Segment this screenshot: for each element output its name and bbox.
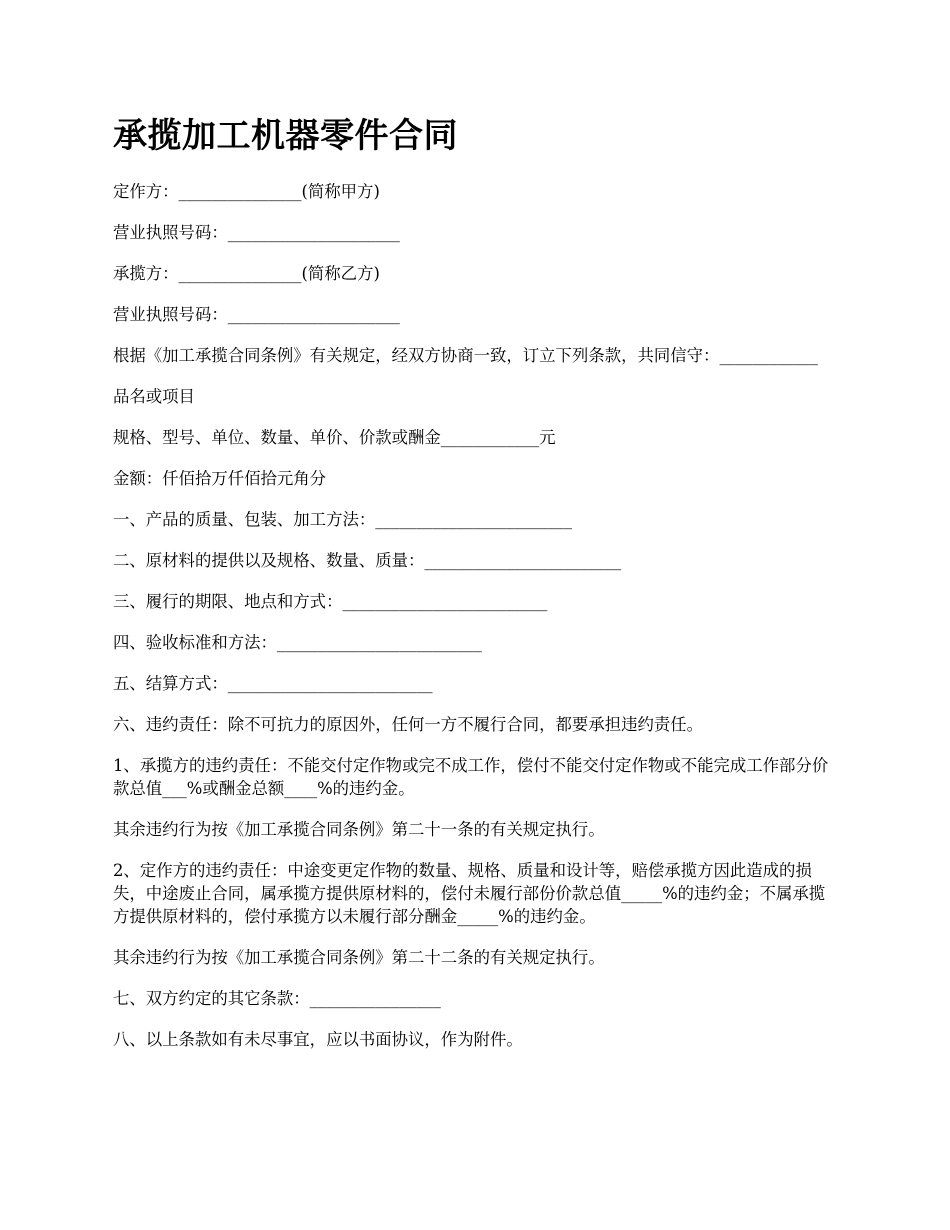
clause-6-liability: 六、违约责任：除不可抗力的原因外，任何一方不履行合同，都要承担违约责任。 — [113, 715, 704, 734]
party-a-license-line: 营业执照号码：_____________________ — [113, 223, 400, 242]
clause-1-quality: 一、产品的质量、包装、加工方法：________________________ — [113, 510, 572, 529]
clause-2-materials: 二、原材料的提供以及规格、数量、质量：________________________ — [113, 551, 622, 570]
clause-5-settlement: 五、结算方式：_________________________ — [113, 674, 433, 693]
party-a-line: 定作方：_______________(简称甲方) — [113, 182, 380, 201]
liability-orderer: 2、定作方的违约责任：中途变更定作物的数量、规格、质量和设计等，赔偿承揽方因此造成的损失，中途废止合同，属承揽方提供原材料的，偿付未履行部份价款总值_____%的违约金；不属承揽方提供原材料的，偿付承揽方以未履行部分酬金_____%的违约金。 — [113, 861, 826, 926]
amount-line: 金额：仟佰拾万仟佰拾元角分 — [113, 469, 327, 488]
clause-3-performance: 三、履行的期限、地点和方式：_________________________ — [113, 592, 548, 611]
item-name-line: 品名或项目 — [113, 387, 195, 406]
party-b-license-line: 营业执照号码：_____________________ — [113, 305, 400, 324]
liability-contractor-other: 其余违约行为按《加工承揽合同条例》第二十一条的有关规定执行。 — [113, 820, 605, 839]
party-b-line: 承揽方：_______________(简称乙方) — [113, 264, 380, 283]
liability-contractor: 1、承揽方的违约责任：不能交付定作物或完不成工作，偿付不能交付定作物或不能完成工作部分价款总值___%或酬金总额____%的违约金。 — [113, 756, 829, 798]
spec-line: 规格、型号、单位、数量、单价、价款或酬金____________元 — [113, 428, 556, 447]
document-title: 承揽加工机器零件合同 — [113, 116, 458, 156]
clause-4-acceptance: 四、验收标准和方法：_________________________ — [113, 633, 482, 652]
clause-7-other-terms: 七、双方约定的其它条款：________________ — [113, 989, 441, 1008]
liability-orderer-other: 其余违约行为按《加工承揽合同条例》第二十二条的有关规定执行。 — [113, 948, 605, 967]
clause-8-supplement: 八、以上条款如有未尽事宜，应以书面协议，作为附件。 — [113, 1030, 523, 1049]
preamble-paragraph: 根据《加工承揽合同条例》有关规定，经双方协商一致，订立下列条款，共同信守：____________ — [113, 346, 818, 365]
